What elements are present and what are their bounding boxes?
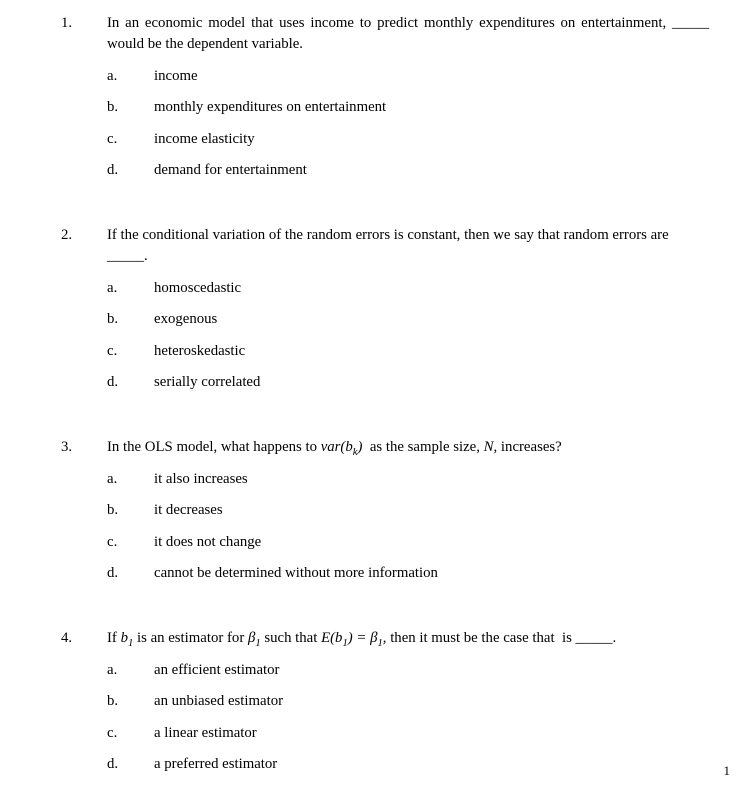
math-text: 1: [342, 637, 348, 649]
option-letter: a.: [107, 279, 118, 296]
answer-option: [107, 279, 709, 299]
math-text: ): [357, 438, 363, 455]
option-text: demand for entertainment: [154, 162, 307, 179]
question-number: 4.: [61, 629, 73, 646]
answer-option: [107, 692, 709, 712]
question-number: 1.: [61, 15, 73, 31]
option-text: an unbiased estimator: [154, 693, 284, 710]
option-text: it does not change: [154, 533, 262, 550]
option-letter: b.: [107, 693, 119, 710]
question: [61, 628, 709, 787]
math-text: β: [247, 629, 256, 646]
option-letter: b.: [107, 311, 119, 328]
question: [61, 225, 709, 405]
prompt-text: , then it must be the case that is _____.: [382, 629, 617, 646]
option-text: heteroskedastic: [154, 342, 246, 359]
answer-option: [107, 342, 709, 362]
math-text: N: [483, 438, 494, 455]
option-letter: d.: [107, 374, 119, 391]
option-text: an efficient estimator: [154, 661, 280, 678]
page-number: 1: [723, 763, 730, 778]
answer-option: [107, 755, 709, 775]
option-text: income elasticity: [154, 130, 255, 147]
question-prompt: [107, 225, 709, 267]
option-letter: d.: [107, 565, 119, 582]
prompt-text: _____.: [107, 247, 148, 264]
math-text: 1: [377, 637, 383, 649]
option-list: [107, 67, 709, 181]
prompt-text: If: [107, 629, 121, 646]
option-text: income: [154, 68, 198, 84]
option-letter: b.: [107, 99, 119, 116]
math-text: E(b: [321, 629, 343, 646]
prompt-text: is an estimator for: [133, 629, 248, 646]
option-list: [107, 279, 709, 393]
answer-option: [107, 533, 709, 553]
math-text: ) =: [347, 629, 371, 646]
question-body: [107, 628, 709, 787]
option-letter: d.: [107, 162, 119, 179]
math-text: 1: [127, 637, 134, 649]
option-letter: c.: [107, 342, 118, 359]
option-letter: c.: [107, 724, 118, 741]
question-body: [107, 437, 709, 596]
option-text: exogenous: [154, 311, 218, 328]
option-text: serially correlated: [154, 374, 261, 391]
question-body: [107, 225, 709, 405]
question-number: 2.: [61, 226, 73, 243]
question-list: [61, 13, 709, 787]
question-body: [107, 13, 709, 193]
answer-option: [107, 470, 709, 490]
answer-option: [107, 67, 709, 87]
answer-option: [107, 564, 709, 584]
option-letter: c.: [107, 130, 118, 147]
answer-option: [107, 501, 709, 521]
prompt-text: If the conditional variation of the random errors is constant, then we say that random errors are: [107, 226, 669, 243]
math-text: var(b: [320, 438, 353, 455]
question-prompt: [107, 437, 709, 458]
prompt-text: , increases?: [493, 438, 562, 455]
math-text: b: [120, 629, 128, 646]
option-list: [107, 661, 709, 775]
answer-option: [107, 98, 709, 118]
answer-option: [107, 661, 709, 681]
question: [61, 437, 709, 596]
option-text: cannot be determined without more information: [154, 565, 438, 582]
option-letter: a.: [107, 661, 118, 678]
prompt-text: as the sample size,: [362, 438, 484, 455]
option-text: monthly expenditures on entertainment: [154, 99, 387, 116]
option-list: [107, 470, 709, 584]
option-letter: a.: [107, 470, 118, 487]
prompt-text: such that: [260, 629, 322, 646]
answer-option: [107, 310, 709, 330]
answer-option: [107, 373, 709, 393]
option-text: it decreases: [154, 502, 223, 519]
option-text: a linear estimator: [154, 724, 257, 741]
option-letter: b.: [107, 502, 119, 519]
math-text: β: [370, 629, 378, 646]
answer-option: [107, 161, 709, 181]
option-text: homoscedastic: [154, 279, 242, 296]
answer-option: [107, 130, 709, 150]
option-text: it also increases: [154, 470, 248, 487]
math-text: 1: [255, 637, 261, 649]
option-letter: a.: [107, 68, 118, 84]
question-number: 3.: [61, 438, 73, 455]
option-letter: c.: [107, 533, 118, 550]
answer-option: [107, 724, 709, 744]
question-prompt: [107, 628, 709, 649]
question-prompt: [107, 13, 709, 55]
question: [61, 13, 709, 193]
math-text: k: [352, 446, 358, 458]
option-letter: d.: [107, 756, 119, 773]
option-text: a preferred estimator: [154, 756, 278, 773]
prompt-text: In the OLS model, what happens to: [107, 438, 321, 455]
prompt-text: In an economic model that uses income to predict monthly expenditures on entertainment, _____ would be the dependent variable.: [107, 15, 709, 52]
